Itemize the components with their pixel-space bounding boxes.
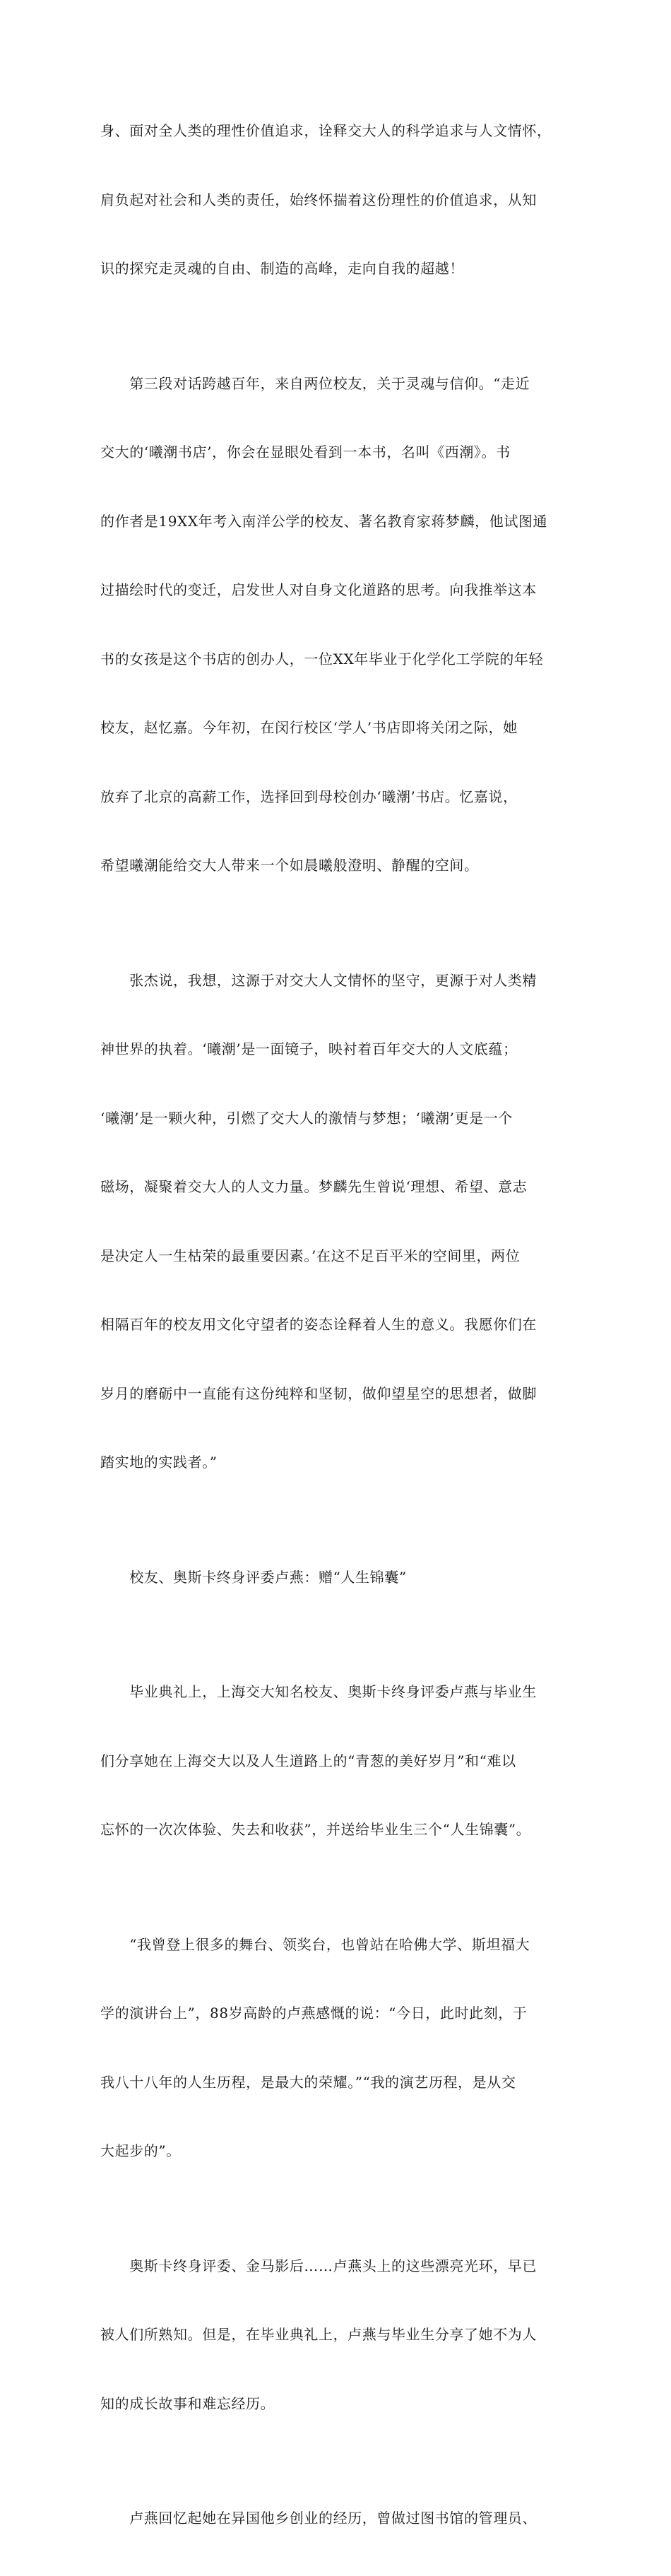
text-line: 是决定人一生枯荣的最重要因素。’在这不足百平米的空间里，两位 <box>100 1247 521 1264</box>
text-line: 踏实地的实践者。” <box>100 1454 218 1471</box>
text-line: 们分享她在上海交大以及人生道路上的“青葱的美好岁月”和“难以 <box>100 1752 516 1769</box>
text-line: 过描绘时代的变迁，启发世人对自身文化道路的思考。向我推举这本 <box>100 581 537 598</box>
text-line: 知的成长故事和难忘经历。 <box>100 2394 275 2412</box>
text-line: 学的演讲台上”，88岁高龄的卢燕感慨的说：“今日，此时此刻，于 <box>100 2005 528 2022</box>
document-body <box>100 73 575 2576</box>
text-line: 我八十八年的人生历程，是最大的荣耀。”“我的演艺历程，是从交 <box>100 2073 516 2091</box>
text-line: 放弃了北京的高薪工作，选择回到母校创办‘曦潮’书店。忆嘉说， <box>100 788 518 805</box>
text-line: ‘曦潮’是一颗火种，引燃了交大人的激情与梦想；‘曦潮’更是一个 <box>100 1109 513 1127</box>
text-line: 交大的‘曦潮书店’，你会在显眼处看到一本书，名叫《西潮》。书 <box>100 444 511 461</box>
text-line: 相隔百年的校友用文化守望者的姿态诠释着人生的意义。我愿你们在 <box>100 1316 537 1333</box>
text-line: 岁月的磨砺中一直能有这份纯粹和坚韧，做仰望星空的思想者，做脚 <box>100 1384 537 1402</box>
text-line: 书的女孩是这个书店的创办人，一位XX年毕业于化学化工学院的年轻 <box>100 650 544 667</box>
text-line: 卢燕回忆起她在异国他乡创业的经历，曾做过图书馆的管理员、 <box>100 2510 537 2527</box>
text-line: 的作者是19XX年考入南洋公学的校友、著名教育家蒋梦麟，他试图通 <box>100 512 548 530</box>
text-line: 校友，赵忆嘉。今年初，在闵行校区‘学人’书店即将关闭之际，她 <box>100 719 518 736</box>
paragraph-4 <box>100 1634 575 1887</box>
text-line: 大起步的”。 <box>100 2142 181 2159</box>
text-line: 肩负起对社会和人类的责任，始终怀揣着这份理性的价值追求，从知 <box>100 191 537 208</box>
text-line: 忘怀的一次次体验、失去和收获”，并送给毕业生三个“人生锦囊”。 <box>100 1821 531 1838</box>
paragraph-3 <box>100 923 575 1520</box>
text-line: 身、面对全人类的理性价值追求，诠释交大人的科学追求与人文情怀， <box>100 122 552 139</box>
paragraph-5 <box>100 1887 575 2209</box>
text-line: 识的探究走灵魂的自由、制造的高峰，走向自我的超越！ <box>100 260 464 277</box>
paragraph-7 <box>100 2461 575 2576</box>
text-line: 希望曦潮能给交大人带来一个如晨曦般澄明、静醒的空间。 <box>100 857 479 874</box>
section-heading <box>100 1520 575 1635</box>
heading-line: 校友、奥斯卡终身评委卢燕：赠“人生锦囊” <box>100 1568 407 1586</box>
text-line: 毕业典礼上，上海交大知名校友、奥斯卡终身评委卢燕与毕业生 <box>100 1683 537 1700</box>
text-line: 磁场，凝聚着交大人的人文力量。梦麟先生曾说‘理想、希望、意志 <box>100 1178 528 1195</box>
paragraph-1 <box>100 73 575 326</box>
paragraph-6 <box>100 2209 575 2462</box>
text-line: 被人们所熟知。但是，在毕业典礼上，卢燕与毕业生分享了她不为人 <box>100 2326 537 2343</box>
text-line: 奥斯卡终身评委、金马影后……卢燕头上的这些漂亮光环，早已 <box>100 2257 537 2274</box>
paragraph-2 <box>100 326 575 923</box>
text-line: 张杰说，我想，这源于对交大人文情怀的坚守，更源于对人类精 <box>100 971 537 989</box>
text-line: “我曾登上很多的舞台、领奖台，也曾站在哈佛大学、斯坦福大 <box>100 1935 530 1953</box>
text-line: 神世界的执着。‘曦潮’是一面镜子，映衬着百年交大的人文底蕴； <box>100 1040 518 1057</box>
text-line: 第三段对话跨越百年，来自两位校友，关于灵魂与信仰。“走近 <box>100 374 530 392</box>
